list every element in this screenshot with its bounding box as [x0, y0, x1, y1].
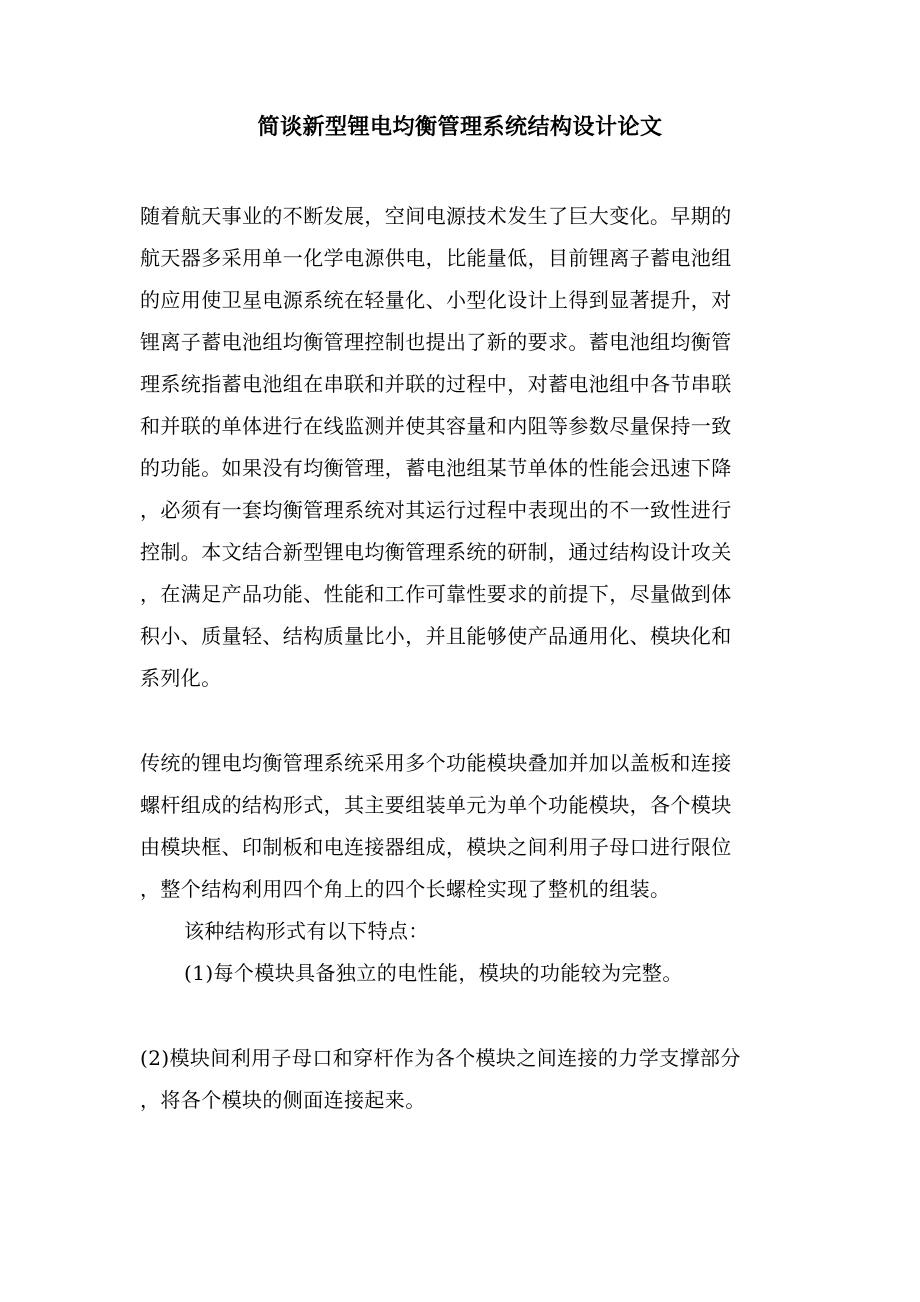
features-intro: 该种结构形式有以下特点：: [184, 919, 429, 943]
paragraph-line: 随着航天事业的不断发展，空间电源技术发生了巨大变化。早期的: [140, 204, 732, 228]
paragraph-line: ，必须有一套均衡管理系统对其运行过程中表现出的不一致性进行: [140, 498, 732, 522]
paragraph-line: 锂离子蓄电池组均衡管理控制也提出了新的要求。蓄电池组均衡管: [140, 330, 732, 354]
paragraph-line: ，将各个模块的侧面连接起来。: [140, 1088, 426, 1112]
feature-item-1: (1)每个模块具备独立的电性能，模块的功能较为完整。: [184, 961, 683, 985]
document-title: 简谈新型锂电均衡管理系统结构设计论文: [257, 114, 663, 140]
paragraph-line: 传统的锂电均衡管理系统采用多个功能模块叠加并加以盖板和连接: [140, 751, 732, 775]
paragraph-line: ，整个结构利用四个角上的四个长螺栓实现了整机的组装。: [140, 877, 671, 901]
paragraph-line: 理系统指蓄电池组在串联和并联的过程中，对蓄电池组中各节串联: [140, 372, 732, 396]
paragraph-line: 系列化。: [140, 666, 222, 690]
paragraph-line: 控制。本文结合新型锂电均衡管理系统的研制，通过结构设计攻关: [140, 540, 732, 564]
paragraph-line: 航天器多采用单一化学电源供电，比能量低，目前锂离子蓄电池组: [140, 246, 732, 270]
paragraph-line: ，在满足产品功能、性能和工作可靠性要求的前提下，尽量做到体: [140, 582, 732, 606]
paragraph-line: (2)模块间利用子母口和穿杆作为各个模块之间连接的力学支撑部分: [140, 1046, 741, 1070]
paragraph-line: 螺杆组成的结构形式，其主要组装单元为单个功能模块，各个模块: [140, 793, 732, 817]
paragraph-line: 的功能。如果没有均衡管理，蓄电池组某节单体的性能会迅速下降: [140, 456, 732, 480]
paragraph-line: 积小、质量轻、结构质量比小，并且能够使产品通用化、模块化和: [140, 624, 732, 648]
paragraph-line: 由模块框、印制板和电连接器组成，模块之间利用子母口进行限位: [140, 835, 732, 859]
paragraph-line: 和并联的单体进行在线监测并使其容量和内阻等参数尽量保持一致: [140, 414, 732, 438]
paragraph-line: 的应用使卫星电源系统在轻量化、小型化设计上得到显著提升，对: [140, 288, 732, 312]
